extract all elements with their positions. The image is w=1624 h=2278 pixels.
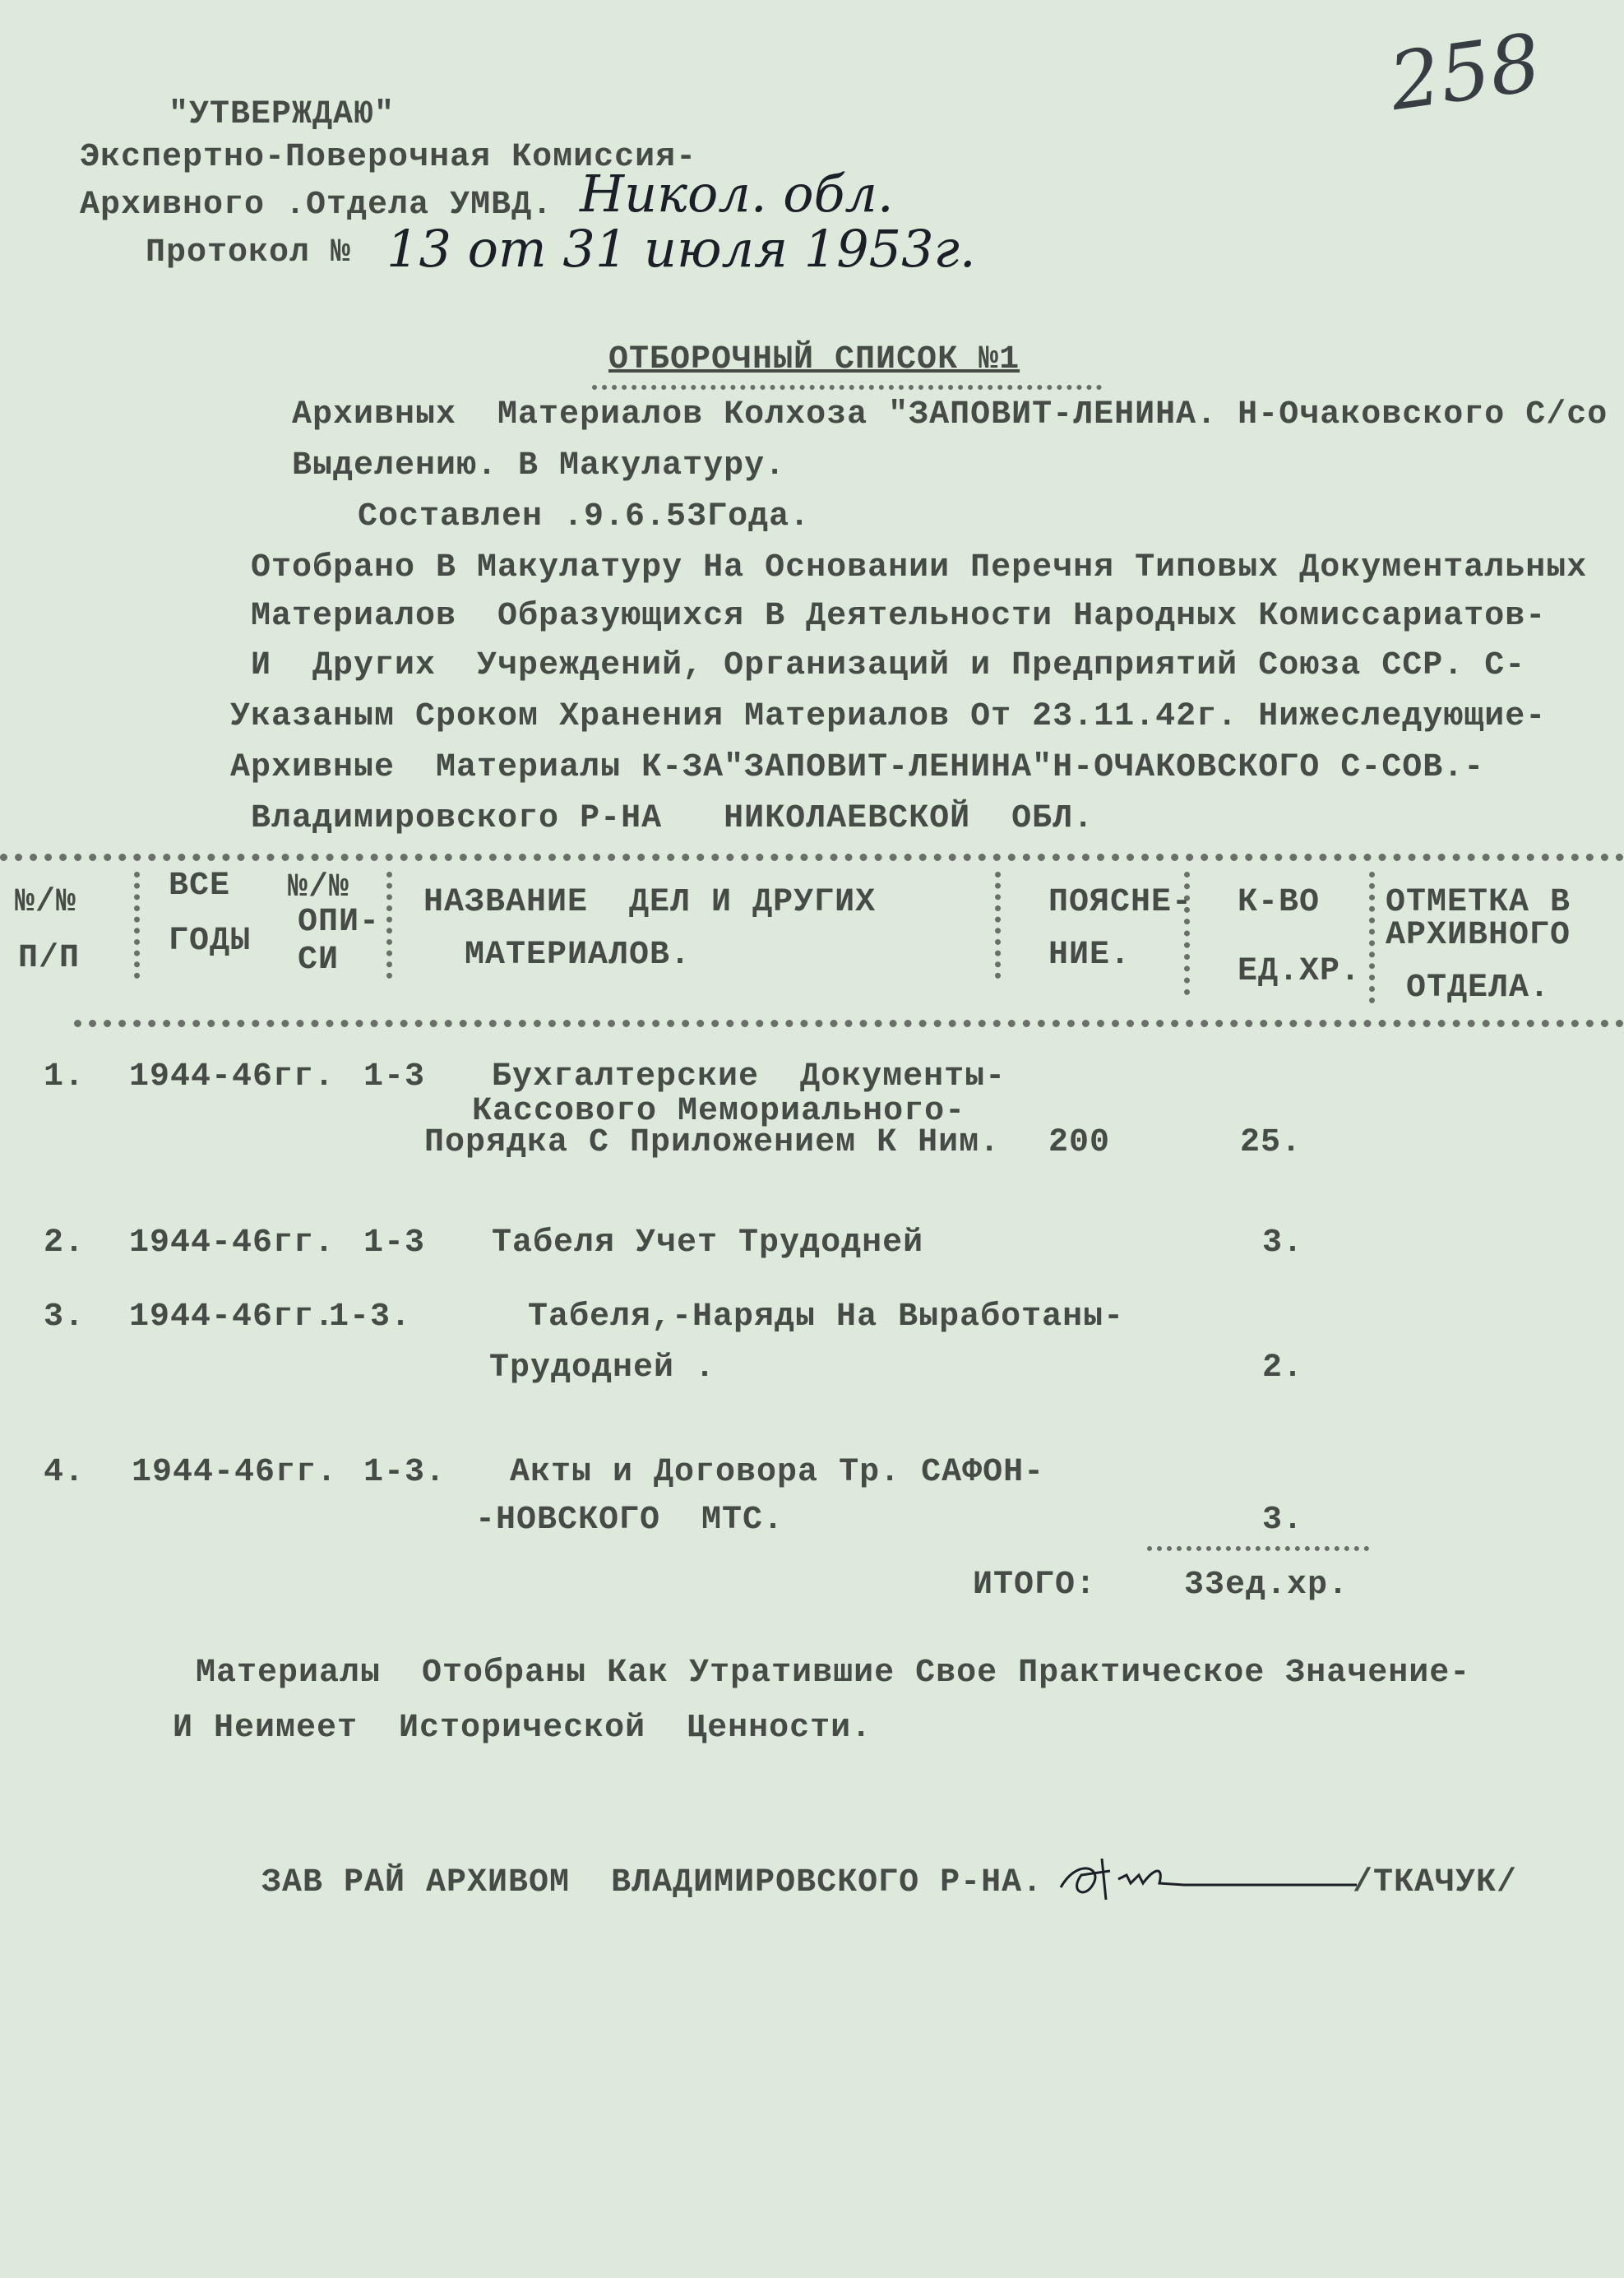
column-separator	[134, 872, 140, 979]
header-note: НИЕ.	[1048, 937, 1131, 974]
total-rule	[1147, 1546, 1369, 1551]
total-value: 33ед.хр.	[1184, 1567, 1349, 1604]
row-num: 4.	[44, 1454, 86, 1491]
column-separator	[1184, 872, 1190, 995]
header-mark: АРХИВНОГО	[1386, 917, 1571, 954]
signatory-position: ЗАВ РАЙ АРХИВОМ ВЛАДИМИРОВСКОГО Р-НА.	[261, 1864, 1043, 1901]
intro-line: Выделению. В Макулатуру.	[292, 447, 786, 484]
intro-line: Указаным Сроком Хранения Материалов От 23.11.42г. Нижеследующие-	[230, 698, 1547, 735]
intro-line: И Других Учреждений, Организаций и Предприятий Союза ССР. С-	[251, 647, 1526, 684]
approval-handwritten-protocol: 13 от 31 июля 1953г.	[386, 219, 976, 279]
column-separator	[1369, 872, 1375, 1003]
conclusion-line: И Неимеет Исторической Ценности.	[173, 1710, 872, 1747]
handwritten-signature	[1053, 1842, 1365, 1916]
title-underline	[592, 385, 1102, 390]
approval-line: Протокол №	[146, 234, 352, 271]
header-opis: ОПИ-	[298, 904, 381, 941]
intro-line: Материалов Образующихся В Деятельности Народных Комиссариатов-	[251, 598, 1547, 635]
row-years: 1944-46гг.	[129, 1058, 335, 1095]
intro-line: Владимировского Р-НА НИКОЛАЕВСКОЙ ОБЛ.	[251, 800, 1094, 837]
row-years: 1944-46гг.	[129, 1299, 335, 1336]
header-num: П/П	[18, 940, 81, 977]
header-opis: СИ	[298, 942, 340, 979]
header-name: МАТЕРИАЛОВ.	[465, 937, 692, 974]
table-header-rule	[74, 1020, 1624, 1027]
page-number-handwritten: 258	[1384, 16, 1547, 129]
row-years: 1944-46гг.	[132, 1454, 338, 1491]
row-opis: 1-3.	[363, 1454, 446, 1491]
row-opis: 1-3	[363, 1225, 426, 1262]
header-name: НАЗВАНИЕ ДЕЛ И ДРУГИХ	[423, 884, 877, 921]
row-name: Порядка С Приложением К Ним.	[424, 1124, 1001, 1161]
row-name: Трудодней .	[489, 1350, 716, 1387]
row-name: Кассового Мемориального-	[472, 1093, 966, 1130]
row-years: 1944-46гг.	[129, 1225, 335, 1262]
approval-line: Архивного .Отдела УМВД.	[80, 187, 553, 224]
row-name: Бухгалтерские Документы-	[492, 1058, 1006, 1095]
row-name: -НОВСКОГО МТС.	[475, 1502, 784, 1539]
column-separator	[995, 872, 1001, 979]
column-separator	[386, 872, 392, 979]
table-top-rule	[0, 854, 1624, 861]
total-label: ИТОГО:	[973, 1567, 1097, 1604]
approval-handwritten-region: Никол. обл.	[580, 164, 894, 224]
row-num: 2.	[44, 1225, 86, 1262]
conclusion-line: Материалы Отобраны Как Утратившие Свое Практическое Значение-	[196, 1655, 1471, 1692]
row-qty: 2.	[1262, 1350, 1304, 1387]
header-qty: К-ВО	[1238, 884, 1321, 921]
header-num: №/№	[15, 884, 77, 921]
row-name: Табеля Учет Трудодней	[492, 1225, 924, 1262]
header-mark: ОТМЕТКА В	[1386, 884, 1571, 921]
row-qty: 3.	[1262, 1225, 1304, 1262]
intro-line: Составлен .9.6.53Года.	[358, 498, 811, 535]
header-opis: №/№	[288, 869, 350, 906]
approval-line: Экспертно-Поверочная Комиссия-	[80, 139, 697, 176]
header-qty: ЕД.ХР.	[1238, 953, 1362, 990]
intro-line: Архивных Материалов Колхоза "ЗАПОВИТ-ЛЕНИНА. Н-Очаковского С/со	[292, 396, 1608, 433]
header-mark: ОТДЕЛА.	[1406, 970, 1551, 1007]
row-qty: 25.	[1240, 1124, 1302, 1161]
row-num: 1.	[44, 1058, 86, 1095]
row-note: 200	[1048, 1124, 1111, 1161]
header-years: ГОДЫ	[169, 923, 252, 960]
row-qty: 3.	[1262, 1502, 1304, 1539]
document-title: ОТБОРОЧНЫЙ СПИСОК №1	[608, 341, 1020, 378]
row-name: Табеля,-Наряды На Выработаны-	[528, 1299, 1125, 1336]
intro-line: Архивные Материалы К-ЗА"ЗАПОВИТ-ЛЕНИНА"Н-ОЧАКОВСКОГО С-СОВ.-	[230, 749, 1485, 786]
row-num: 3.	[44, 1299, 86, 1336]
intro-line: Отобрано В Макулатуру На Основании Перечня Типовых Документальных	[251, 549, 1588, 586]
header-years: ВСЕ	[169, 868, 231, 905]
row-opis: 1-3	[363, 1058, 426, 1095]
header-note: ПОЯСНЕ-	[1048, 884, 1193, 921]
signatory-name: /ТКАЧУК/	[1353, 1864, 1518, 1901]
row-opis: 1-3.	[329, 1299, 412, 1336]
row-name: Акты и Договора Тр. САФОН-	[510, 1454, 1045, 1491]
approval-heading: "УТВЕРЖДАЮ"	[169, 96, 396, 133]
